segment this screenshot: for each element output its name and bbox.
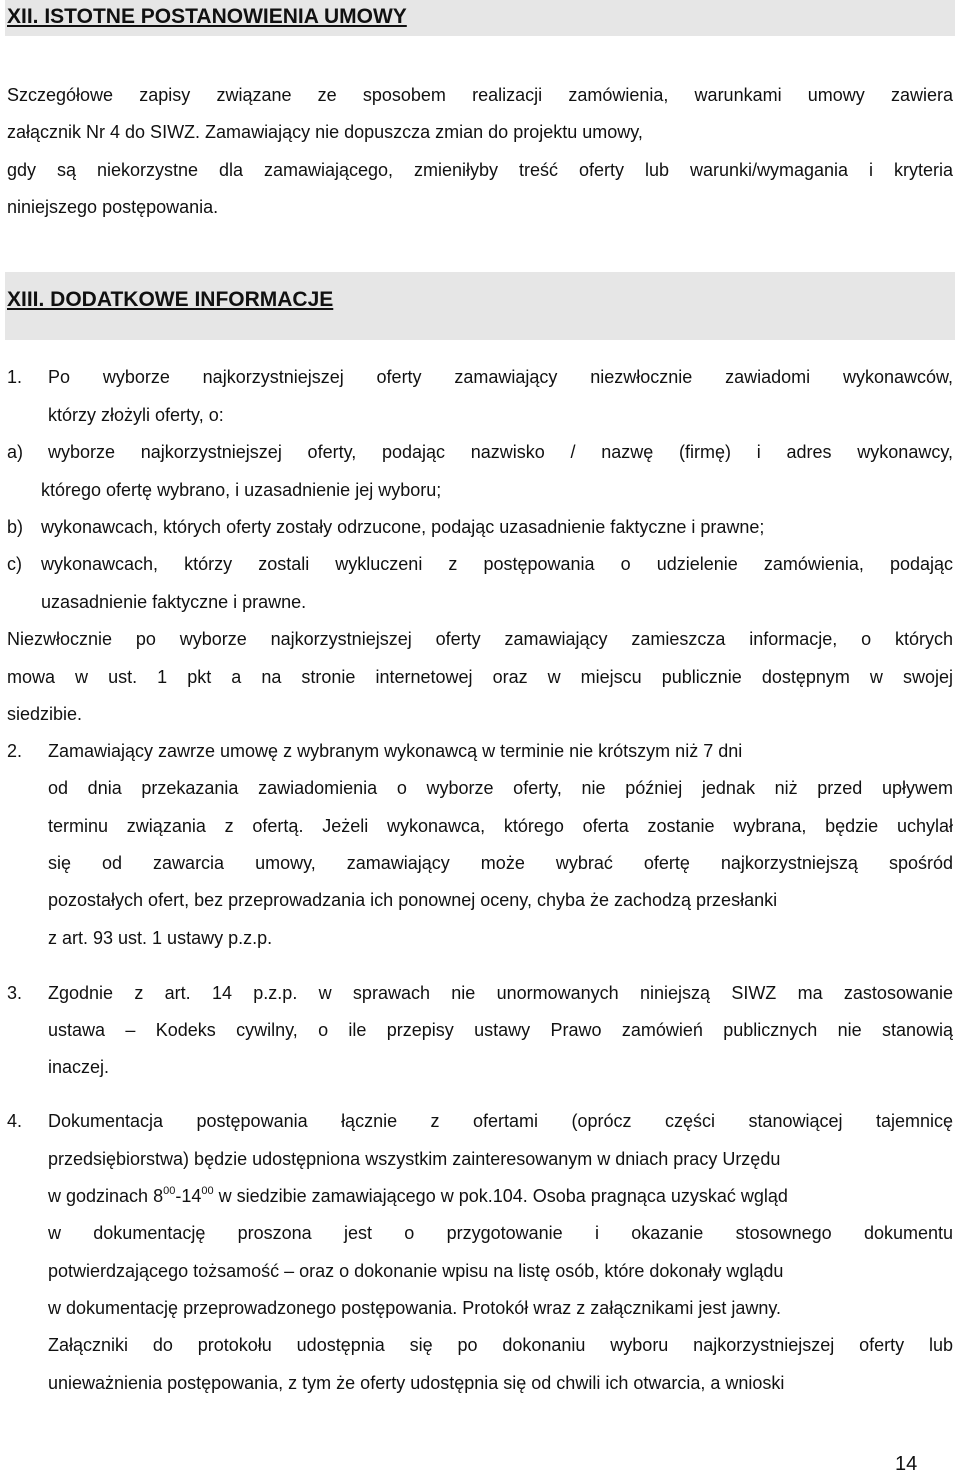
item-1b-line: wykonawcach, których oferty zostały odrzucone, podając uzasadnienie faktyczne i prawne; — [41, 517, 765, 537]
item-1a-line: którego ofertę wybrano, i uzasadnienie jej wyboru; — [41, 480, 442, 500]
item-1-closing-line: mowa w ust. 1 pkt a na stronie internetowej oraz w miejscu publicznie dostępnym w swojej — [7, 667, 953, 687]
item-1a-line: wyborze najkorzystniejszej oferty, podając nazwisko / nazwę (firmę) i adres wykonawcy, — [48, 442, 953, 462]
section-12-line: Szczegółowe zapisy związane ze sposobem realizacji zamówienia, warunkami umowy zawiera — [7, 85, 953, 105]
item-1-line: Po wyborze najkorzystniejszej oferty zamawiający niezwłocznie zawiadomi wykonawców, — [48, 367, 953, 387]
item-4-line: potwierdzającego tożsamość – oraz o dokonanie wpisu na listę osób, które dokonały wglądu — [48, 1261, 784, 1281]
item-2-line: się od zawarcia umowy, zamawiający może wybrać ofertę najkorzystniejszą spośród — [48, 853, 953, 873]
item-2-line: od dnia przekazania zawiadomienia o wyborze oferty, nie później jednak niż przed upływem — [48, 778, 953, 798]
item-1-closing-line: siedzibie. — [7, 704, 83, 724]
item-1a-marker: a) — [7, 442, 24, 462]
item-4-line-with-hours — [48, 1185, 788, 1210]
item-4-line: Załączniki do protokołu udostępnia się po dokonaniu wyboru najkorzystniejszej oferty lub — [48, 1335, 953, 1355]
item-3-line: ustawa – Kodeks cywilny, o ile przepisy ustawy Prawo zamówień publicznych nie stanowią — [48, 1020, 953, 1040]
item-2-line: pozostałych ofert, bez przeprowadzania ich ponownej oceny, chyba że zachodzą przesłanki — [48, 890, 778, 910]
section-12-line: gdy są niekorzystne dla zamawiającego, zmieniłyby treść oferty lub warunki/wymagania i kryteria — [7, 160, 953, 180]
item-4-number: 4. — [7, 1111, 23, 1131]
item-3-line: inaczej. — [48, 1057, 110, 1077]
item-3-number: 3. — [7, 983, 23, 1003]
item-1c-marker: c) — [7, 554, 22, 574]
section-13-title: XIII. DODATKOWE INFORMACJE — [7, 288, 334, 311]
item-1b-marker: b) — [7, 517, 24, 537]
item-1-number: 1. — [7, 367, 23, 387]
hours-suffix: w siedzibie zamawiającego w pok.104. Osoba pragnąca uzyskać wgląd — [213, 1186, 788, 1206]
item-1-closing-line: Niezwłocznie po wyborze najkorzystniejszej oferty zamawiający zamieszcza informacje, o których — [7, 629, 953, 649]
item-2-line: terminu związania z ofertą. Jeżeli wykonawca, którego oferta zostanie wybrana, będzie uchylał — [48, 816, 953, 836]
item-3-line: Zgodnie z art. 14 p.z.p. w sprawach nie unormowanych niniejszą SIWZ ma zastosowanie — [48, 983, 953, 1003]
item-1-line: którzy złożyli oferty, o: — [48, 405, 224, 425]
item-1c-line: wykonawcach, którzy zostali wykluczeni z postępowania o udzielenie zamówienia, podając — [41, 554, 953, 574]
item-4-line: przedsiębiorstwa) będzie udostępniona wszystkim zainteresowanym w dniach pracy Urzędu — [48, 1149, 781, 1169]
page-number: 14 — [895, 1453, 918, 1475]
section-12-line: załącznik Nr 4 do SIWZ. Zamawiający nie dopuszcza zmian do projektu umowy, — [7, 122, 643, 142]
hours-prefix: w godzinach 8 — [48, 1186, 164, 1206]
item-1c-line: uzasadnienie faktyczne i prawne. — [41, 592, 307, 612]
section-12-title: XII. ISTOTNE POSTANOWIENIA UMOWY — [7, 5, 407, 28]
item-4-line: w dokumentację proszona jest o przygotowanie i okazanie stosownego dokumentu — [48, 1223, 953, 1243]
item-4-line: w dokumentację przeprowadzonego postępowania. Protokół wraz z załącznikami jest jawny. — [48, 1298, 782, 1318]
item-2-number: 2. — [7, 741, 23, 761]
hours-start-minutes: 00 — [163, 1185, 176, 1197]
section-12-line: niniejszego postępowania. — [7, 197, 219, 217]
item-2-line: z art. 93 ust. 1 ustawy p.z.p. — [48, 928, 273, 948]
item-4-line: Dokumentacja postępowania łącznie z ofertami (oprócz części stanowiącej tajemnicę — [48, 1111, 953, 1131]
hours-middle: -14 — [175, 1186, 202, 1206]
item-4-line: unieważnienia postępowania, z tym że oferty udostępnia się od chwili ich otwarcia, a wnioski — [48, 1373, 785, 1393]
item-2-line: Zamawiający zawrze umowę z wybranym wykonawcą w terminie nie krótszym niż 7 dni — [48, 741, 743, 761]
hours-end-minutes: 00 — [201, 1185, 214, 1197]
